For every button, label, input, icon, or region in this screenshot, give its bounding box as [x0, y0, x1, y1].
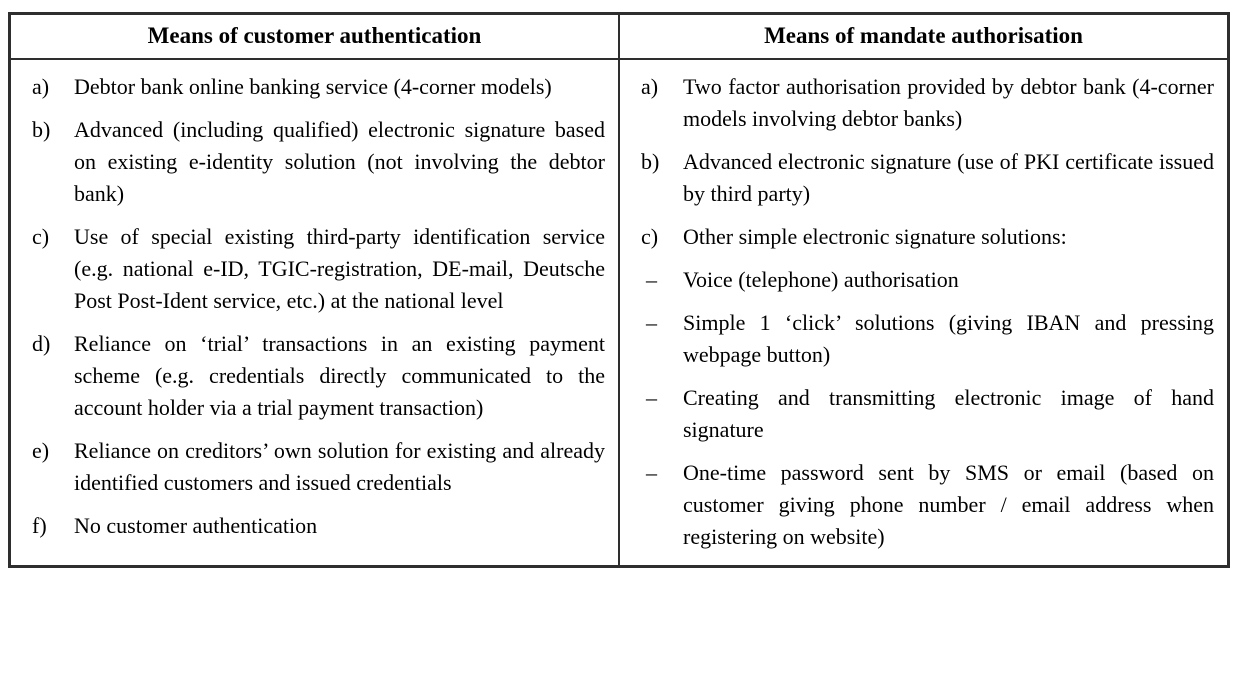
list-item-text: Reliance on ‘trial’ transactions in an existing payment scheme (e.g. credentials directly communicated to the account holder via a trial payment transaction): [74, 330, 605, 420]
list-item-text: One-time password sent by SMS or email (based on customer giving phone number / email address when registering on website): [683, 459, 1214, 549]
list-item: [640, 71, 1214, 135]
list-item-dash-marker: –: [646, 384, 657, 410]
list-item-text: Simple 1 ‘click’ solutions (giving IBAN and pressing webpage button): [683, 309, 1214, 367]
list-item-marker: e): [32, 437, 50, 463]
list-item-text: No customer authentication: [74, 512, 318, 538]
list-item-text: Reliance on creditors’ own solution for existing and already identified customers and issued credentials: [74, 437, 605, 495]
list-item-dash-marker: –: [646, 459, 657, 485]
list-item-text: Advanced electronic signature (use of PKI certificate issued by third party): [683, 148, 1214, 206]
list-item: [31, 221, 605, 317]
list-item: [640, 457, 1214, 553]
list-item-text: Debtor bank online banking service (4-corner models): [74, 73, 552, 99]
list-item-marker: c): [32, 223, 50, 249]
list-item-marker: d): [32, 330, 51, 356]
list-item-text: Creating and transmitting electronic image of hand signature: [683, 384, 1214, 442]
list-item-text: Advanced (including qualified) electronic signature based on existing e-identity solution (not involving the debtor bank): [74, 116, 605, 206]
list-item-marker: a): [32, 73, 50, 99]
list-item: [31, 510, 605, 542]
list-item: [31, 114, 605, 210]
authentication-methods-table: [8, 12, 1230, 568]
mandate-authorisation-cell: [619, 59, 1229, 567]
list-item-text: Other simple electronic signature solutions:: [683, 223, 1067, 249]
list-item: [31, 435, 605, 499]
list-item-marker: b): [641, 148, 660, 174]
list-item-marker: a): [641, 73, 659, 99]
list-item: [640, 221, 1214, 253]
table-header-row: [10, 14, 1229, 59]
customer-authentication-cell: [10, 59, 620, 567]
list-item: [640, 307, 1214, 371]
list-item-dash-marker: –: [646, 309, 657, 335]
list-item-marker: c): [641, 223, 659, 249]
list-item-dash-marker: –: [646, 266, 657, 292]
list-item: [31, 71, 605, 103]
list-item: [31, 328, 605, 424]
list-item-text: Two factor authorisation provided by debtor bank (4-corner models involving debtor banks): [683, 73, 1214, 131]
list-item: [640, 264, 1214, 296]
list-item-text: Voice (telephone) authorisation: [683, 266, 959, 292]
list-item-marker: f): [32, 512, 47, 538]
list-item-marker: b): [32, 116, 51, 142]
list-item-text: Use of special existing third-party identification service (e.g. national e-ID, TGIC-registration, DE-mail, Deutsche Post Post-Ident service, etc.) at the national level: [74, 223, 605, 313]
column-header-mandate-authorisation: Means of mandate authorisation: [619, 14, 1229, 59]
column-header-customer-authentication: Means of customer authentication: [10, 14, 620, 59]
list-item: [640, 146, 1214, 210]
list-item: [640, 382, 1214, 446]
